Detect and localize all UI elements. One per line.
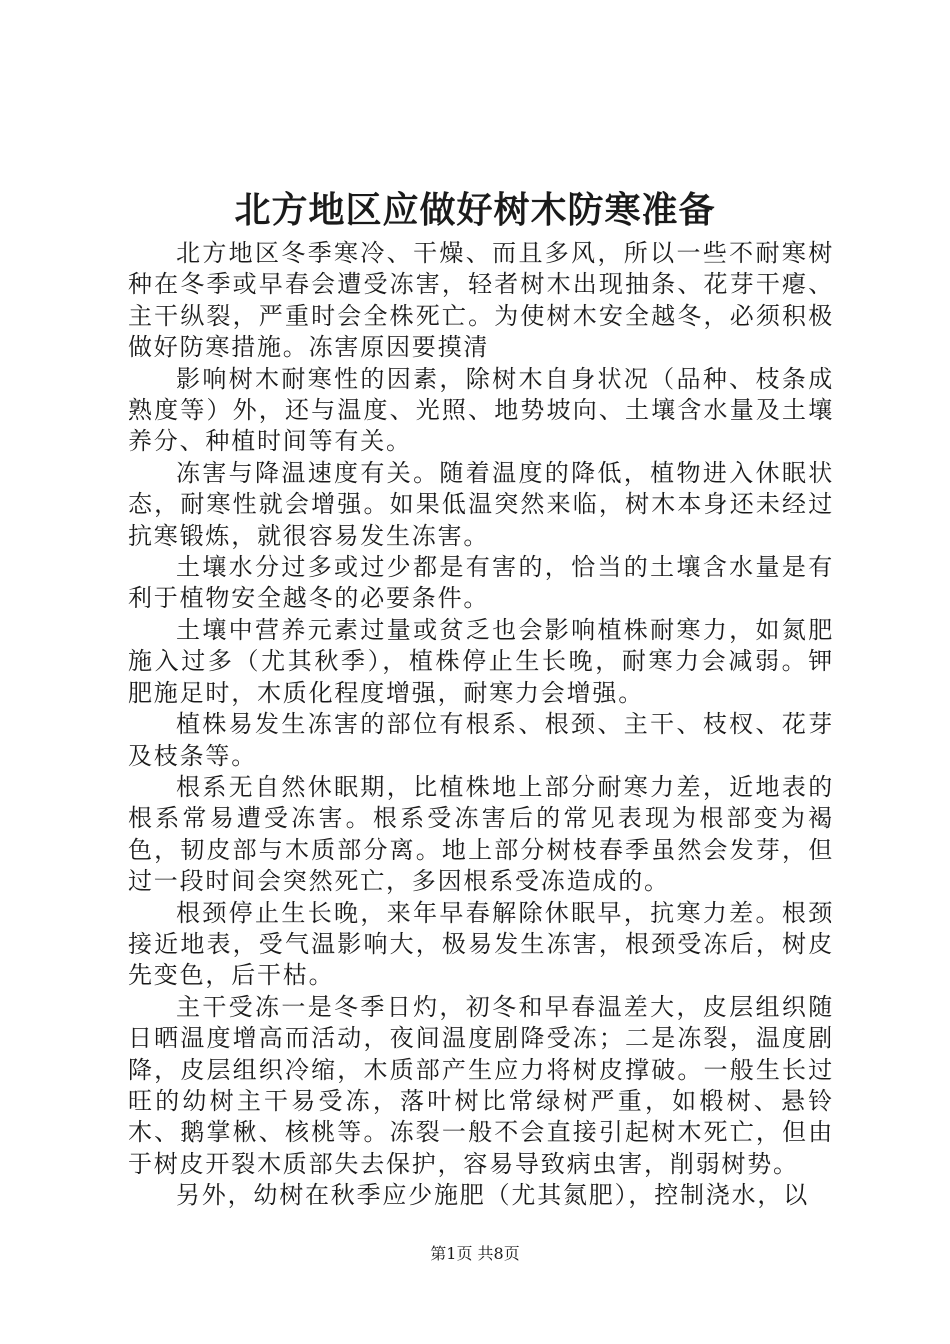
paragraph: 冻害与降温速度有关。随着温度的降低，植物进入休眠状态，耐寒性就会增强。如果低温突然来临，树木本身还未经过抗寒锻炼，就很容易发生冻害。 (128, 458, 834, 550)
document-body (128, 238, 834, 1212)
paragraph: 另外，幼树在秋季应少施肥（尤其氮肥），控制浇水，以 (176, 1181, 809, 1210)
page-footer (0, 1242, 950, 1266)
paragraph: 植株易发生冻害的部位有根系、根颈、主干、枝杈、花芽及枝条等。 (128, 710, 834, 770)
paragraph: 北方地区冬季寒冷、干燥、而且多风，所以一些不耐寒树种在冬季或早春会遭受冻害，轻者树木出现抽条、花芽干瘪、主干纵裂，严重时会全株死亡。为使树木安全越冬，必须积极做好防寒措施。冻害原因要摸清 (128, 239, 834, 362)
document-title: 北方地区应做好树木防寒准备 (234, 189, 716, 231)
paragraph: 根系无自然休眠期，比植株地上部分耐寒力差，近地表的根系常易遭受冻害。根系受冻害后的常见表现为根部变为褐色，韧皮部与木质部分离。地上部分树枝春季虽然会发芽，但过一段时间会突然死亡，多因根系受冻造成的。 (128, 772, 834, 896)
paragraph: 土壤水分过多或过少都是有害的，恰当的土壤含水量是有利于植物安全越冬的必要条件。 (128, 553, 834, 613)
paragraph: 土壤中营养元素过量或贫乏也会影响植株耐寒力，如氮肥施入过多（尤其秋季），植株停止生长晚，耐寒力会减弱。钾肥施足时，木质化程度增强，耐寒力会增强。 (128, 615, 834, 707)
paragraph: 主干受冻一是冬季日灼，初冬和早春温差大，皮层组织随日晒温度增高而活动，夜间温度剧降受冻；二是冻裂，温度剧降，皮层组织冷缩，木质部产生应力将树皮撑破。一般生长过旺的幼树主干易受冻，落叶树比常绿树严重，如椴树、悬铃木、鹅掌楸、核桃等。冻裂一般不会直接引起树木死亡，但由于树皮开裂木质部失去保护，容易导致病虫害，削弱树势。 (128, 992, 834, 1178)
paragraph: 根颈停止生长晚，来年早春解除休眠早，抗寒力差。根颈接近地表，受气温影响大，极易发生冻害，根颈受冻后，树皮先变色，后干枯。 (128, 898, 834, 990)
paragraph: 影响树木耐寒性的因素，除树木自身状况（品种、枝条成熟度等）外，还与温度、光照、地势坡向、土壤含水量及土壤养分、种植时间等有关。 (128, 364, 834, 456)
page-number-label: 第1页 共8页 (430, 1244, 520, 1263)
